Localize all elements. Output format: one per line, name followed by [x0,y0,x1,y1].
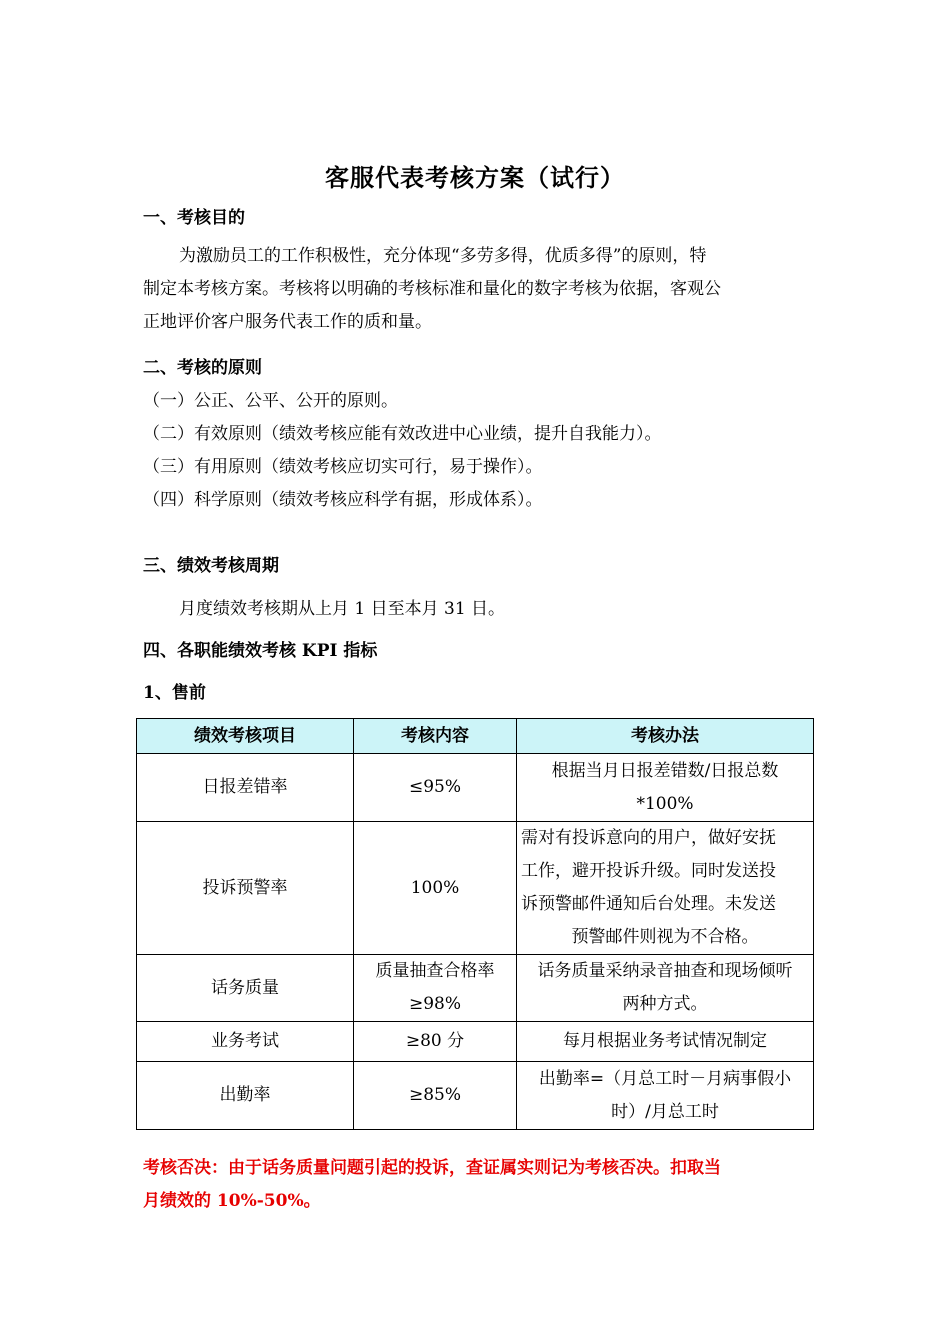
cell-item: 话务质量 [137,955,354,1022]
paragraph-line: 制定本考核方案。考核将以明确的考核标准和量化的数字考核为依据，客观公 [143,279,721,299]
cell-line: 诉预警邮件通知后台处理。未发送 [521,894,776,914]
cell-line: ≤95% [408,777,462,797]
cell-method [517,1022,814,1062]
paragraph-line: 为激励员工的工作积极性，充分体现“多劳多得，优质多得”的原则，特 [179,246,707,266]
principle-item: （三）有用原则（绩效考核应切实可行，易于操作）。 [143,457,543,477]
cell-content [354,1062,517,1130]
column-header: 考核办法 [517,719,814,754]
cell-content [354,1022,517,1062]
principle-item: （四）科学原则（绩效考核应科学有据，形成体系）。 [143,490,543,510]
section4-heading: 四、各职能绩效考核 KPI 指标 [143,641,378,661]
cell-method [517,822,814,955]
table-row [137,1062,814,1130]
cell-content [354,822,517,955]
cell-line: 时）/月总工时 [611,1101,719,1122]
cell-item: 投诉预警率 [137,822,354,955]
cell-line: 每月根据业务考试情况制定 [563,1031,767,1051]
cell-item: 出勤率 [137,1062,354,1130]
table-row [137,955,814,1022]
kpi-table [136,718,814,1130]
column-header: 绩效考核项目 [137,719,354,754]
cell-line: 根据当月日报差错数/日报总数 [551,760,779,781]
section1-paragraph [143,240,810,339]
paragraph-line: 正地评价客户服务代表工作的质和量。 [143,312,432,332]
cell-item: 日报差错率 [137,754,354,822]
cell-content [354,754,517,822]
table-row [137,1022,814,1062]
table-row [137,822,814,955]
cell-method [517,754,814,822]
cell-line: 预警邮件则视为不合格。 [571,927,759,947]
principle-item: （一）公正、公平、公开的原则。 [143,391,398,411]
cell-line: 质量抽查合格率 [375,961,495,981]
cell-line: 工作，避开投诉升级。同时发送投 [521,861,776,881]
cell-method [517,1062,814,1130]
cell-line: *100% [636,793,694,814]
principle-item: （二）有效原则（绩效考核应能有效改进中心业绩，提升自我能力）。 [143,424,662,444]
section4-subheading: 1、售前 [143,683,206,703]
section1-heading: 一、考核目的 [143,208,245,228]
veto-line: 月绩效的 10%-50%。 [143,1191,321,1211]
cell-content [354,955,517,1022]
cell-line: ≥98% [408,994,462,1014]
veto-line: 考核否决：由于话务质量问题引起的投诉，查证属实则记为考核否决。扣取当 [143,1158,721,1178]
veto-note [143,1152,813,1218]
cell-line: ≥80 分 [405,1031,465,1051]
cell-item: 业务考试 [137,1022,354,1062]
cell-line: 两种方式。 [622,994,708,1014]
section2-heading: 二、考核的原则 [143,358,262,378]
cell-line: 100% [410,877,460,898]
table-row [137,754,814,822]
page-title: 客服代表考核方案（试行） [325,163,625,192]
section3-heading: 三、绩效考核周期 [143,556,279,576]
table-header-row [137,719,814,754]
cell-line: 话务质量采纳录音抽查和现场倾听 [537,961,793,981]
period-text: 月度绩效考核期从上月 1 日至本月 31 日。 [179,599,506,619]
column-header: 考核内容 [354,719,517,754]
cell-method [517,955,814,1022]
cell-line: 出勤率=（月总工时－月病事假小 [538,1068,792,1089]
cell-line: 需对有投诉意向的用户，做好安抚 [521,828,776,848]
cell-line: ≥85% [408,1085,462,1105]
